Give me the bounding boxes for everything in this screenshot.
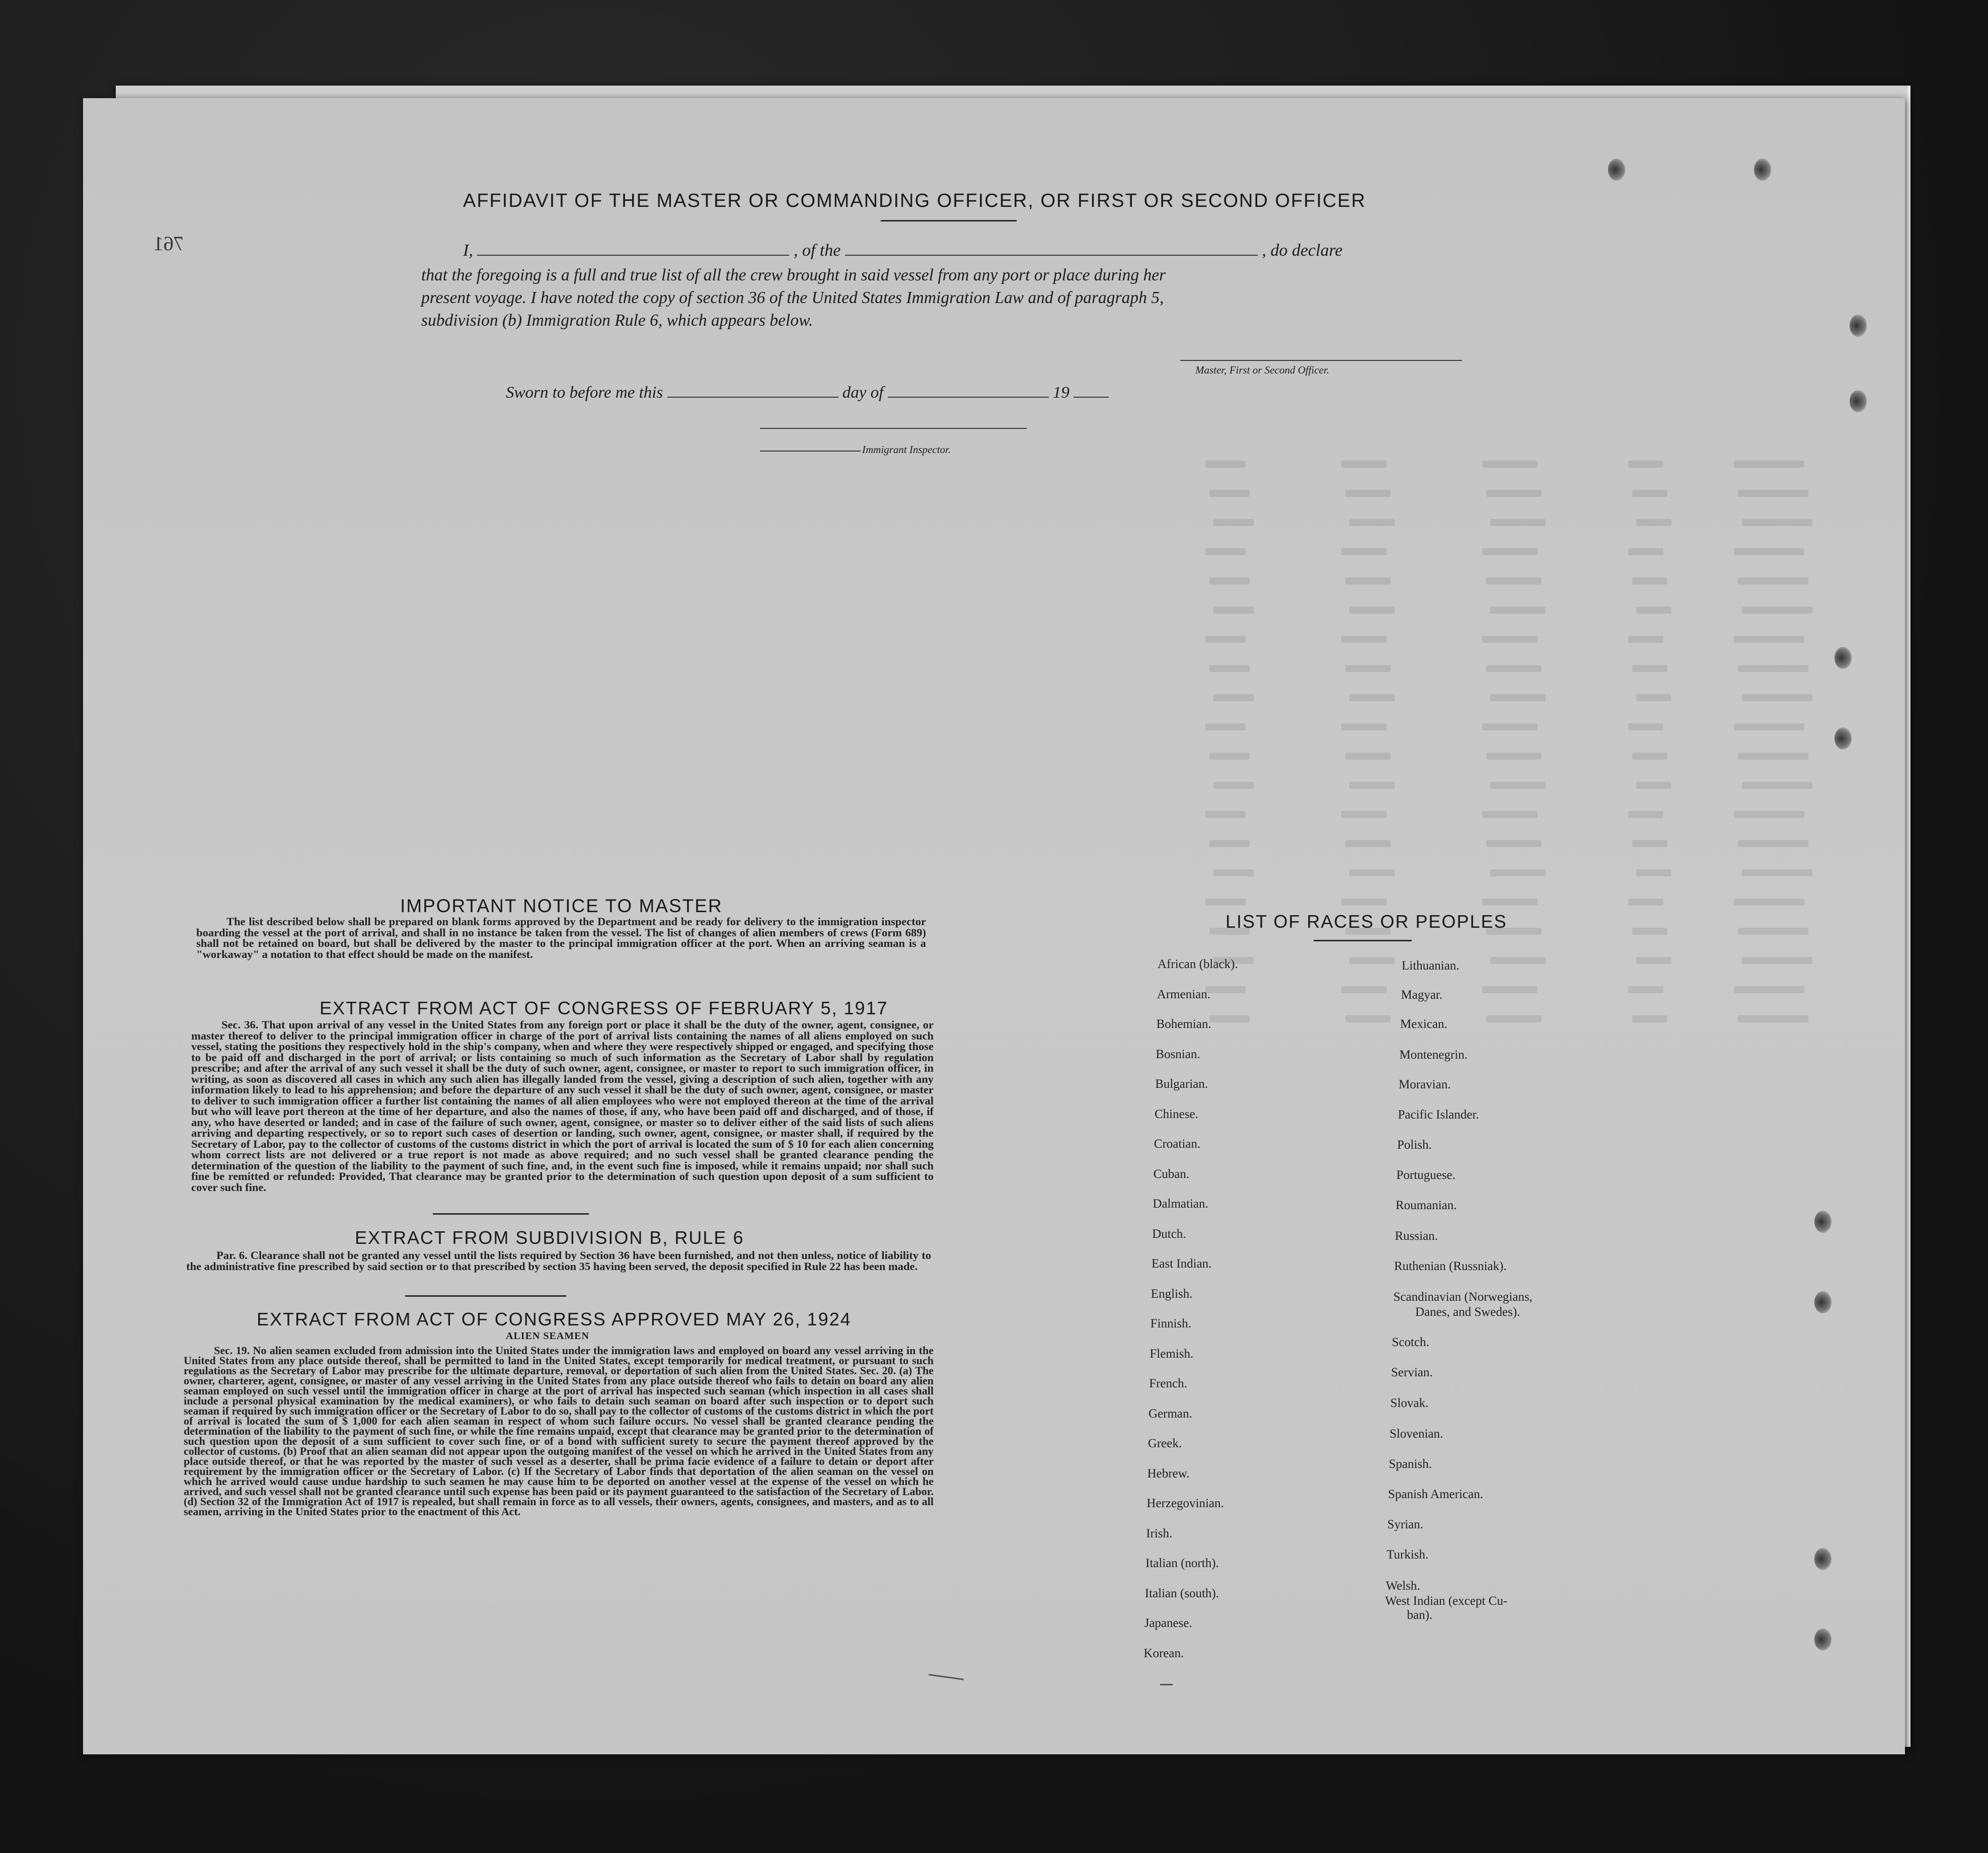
section-rule — [405, 1295, 566, 1297]
race-item: Herzegovinian. — [1146, 1497, 1224, 1510]
ghost-mark — [1486, 753, 1542, 760]
year-label: 19 — [1052, 384, 1069, 402]
race-item: Chinese. — [1155, 1107, 1198, 1121]
ghost-mark — [1209, 577, 1250, 584]
ghost-mark — [1490, 519, 1546, 526]
ghost-mark — [1486, 840, 1542, 847]
ghost-mark — [1205, 986, 1246, 993]
race-item: Moravian. — [1399, 1078, 1451, 1091]
race-item: West Indian (except Cu- — [1385, 1594, 1508, 1608]
race-item: Italian (south). — [1144, 1586, 1219, 1600]
ghost-mark — [1486, 577, 1542, 584]
ghost-mark — [1490, 957, 1546, 964]
race-item: Greek. — [1148, 1437, 1182, 1450]
ghost-mark — [1345, 840, 1391, 847]
race-item: Armenian. — [1157, 987, 1211, 1001]
ghost-mark — [1636, 607, 1671, 614]
ghost-mark — [1636, 519, 1671, 526]
ghost-mark — [1482, 899, 1538, 906]
extract-1917-text: Sec. 36. That upon arrival of any vessel in the United States from any foreign port or place it shall be the duty of the owner, agent, consignee, or master thereof to deliver to the principal immigration officer in charge of the port of arrival lists containing the names of all aliens employed on such vessel, stating the positions they respectively hold in the ship's company, when and where they were respectively shipped or engaged, and specifying those to be paid off and discharged in the port of arrival; or lists containing so much of such information as the Secretary of Labor shall by regulation prescribe; and after the arrival of any such vessel it shall be the duty of such owner, agent, consignee, or master to report to such immigration officer, in writing, as soon as discovered all cases in which any such alien has illegally landed from the vessel, giving a description of such alien, together with any information likely to lead to his apprehension; and before the departure of any such vessel it shall be the duty of such owner, agent, consignee, or master to deliver to such immigration officer a further list containing the names of all alien employees who were not employed thereon at the time of the arrival but who will leave port thereon at the time of her departure, and also the names of those, if any, who have been paid off and discharged, and of those, if any, who have deserted or landed; and in case of the failure of such owner, agent, consignee, or master so to deliver either of the said lists of such aliens arriving and departing respectively, or so to report such cases of desertion or landing, such owner, agent, consignee, or master shall, if required by the Secretary of Labor, pay to the collector of customs of the customs district in which the port of arrival is located the sum of $ 10 for each alien concerning whom correct lists are not delivered or a true report is not made as above required; and no such vessel shall be granted clearance pending the determination of the question of the liability to the payment of such fine, and, in the event such fine is imposed, while it remains unpaid; nor shall such fine be remitted or refunded: Provided, That clearance may be granted prior to the determination of such question upon deposit of a sum sufficient to cover such fine. — [191, 1018, 934, 1194]
ghost-mark — [1341, 811, 1387, 818]
race-item: Finnish. — [1150, 1317, 1191, 1330]
ghost-mark — [1482, 811, 1538, 818]
declaration-fill-line — [463, 241, 1343, 260]
smudge-mark — [929, 1674, 964, 1680]
ghost-mark — [1632, 840, 1667, 847]
ghost-mark — [1734, 636, 1804, 643]
section-rule — [433, 1213, 589, 1215]
ghost-mark — [1738, 928, 1808, 935]
ghost-mark — [1341, 899, 1387, 906]
i-label: I, — [463, 241, 473, 260]
punch-hole — [1814, 1548, 1831, 1570]
month-blank[interactable] — [888, 383, 1049, 398]
ghost-mark — [1486, 490, 1542, 497]
race-item: Slovak. — [1390, 1396, 1429, 1410]
ghost-mark — [1738, 840, 1808, 847]
ghost-mark — [1209, 840, 1250, 847]
ghost-mark — [1734, 548, 1804, 555]
race-item: Bulgarian. — [1155, 1077, 1208, 1091]
race-item: ban). — [1407, 1608, 1433, 1622]
race-item: Lithuanian. — [1402, 959, 1460, 973]
race-item: English. — [1151, 1287, 1193, 1301]
ghost-mark — [1742, 694, 1812, 701]
day-of-label: day of — [842, 384, 884, 402]
ghost-mark — [1341, 723, 1387, 730]
ghost-mark — [1209, 1015, 1250, 1022]
ghost-mark — [1628, 636, 1663, 643]
ghost-mark — [1345, 490, 1391, 497]
extract-1917-title: EXTRACT FROM ACT OF CONGRESS OF FEBRUARY 5, 1917 — [320, 998, 888, 1018]
ghost-mark — [1628, 986, 1663, 993]
race-item: Slovenian. — [1390, 1427, 1443, 1441]
ghost-mark — [1345, 665, 1391, 672]
race-item: Scandinavian (Norwegians, — [1393, 1290, 1533, 1304]
document-page — [83, 98, 1905, 1754]
race-item: Japanese. — [1144, 1616, 1192, 1630]
ghost-mark — [1734, 899, 1804, 906]
vessel-blank[interactable] — [845, 241, 1258, 256]
ghost-mark — [1742, 782, 1812, 789]
ghost-mark — [1482, 723, 1538, 730]
race-item: Turkish. — [1387, 1548, 1429, 1562]
ghost-mark — [1482, 636, 1538, 643]
extract-rule6-title: EXTRACT FROM SUBDIVISION B, RULE 6 — [355, 1227, 744, 1248]
ghost-mark — [1490, 869, 1546, 876]
ghost-mark — [1341, 636, 1387, 643]
ghost-mark — [1628, 811, 1663, 818]
ghost-mark — [1636, 694, 1671, 701]
ghost-mark — [1490, 694, 1546, 701]
ghost-mark — [1490, 782, 1546, 789]
race-item: Korean. — [1143, 1646, 1184, 1660]
ghost-mark — [1205, 723, 1246, 730]
race-item: Flemish. — [1150, 1347, 1194, 1361]
declaration-line-2: present voyage. I have noted the copy of section 36 of the United States Immigration Law and of paragraph 5, — [421, 288, 1164, 307]
race-item: Polish. — [1397, 1138, 1432, 1152]
ghost-mark — [1205, 636, 1246, 643]
ghost-mark — [1628, 723, 1663, 730]
ghost-mark — [1486, 665, 1542, 672]
punch-hole — [1850, 315, 1867, 337]
ghost-mark — [1205, 811, 1246, 818]
inspector-caption: Immigrant Inspector. — [862, 443, 951, 456]
ghost-mark — [1205, 548, 1246, 555]
ghost-mark — [1632, 1015, 1667, 1022]
day-blank[interactable] — [667, 383, 838, 398]
affidavit-title: AFFIDAVIT OF THE MASTER OR COMMANDING OFFICER, OR FIRST OR SECOND OFFICER — [463, 190, 1366, 211]
ghost-mark — [1345, 577, 1391, 584]
ghost-mark — [1628, 548, 1663, 555]
ghost-mark — [1632, 490, 1667, 497]
punch-hole — [1814, 1211, 1831, 1233]
ghost-mark — [1213, 694, 1254, 701]
race-item: Servian. — [1391, 1366, 1433, 1379]
race-item: Italian (north). — [1145, 1556, 1219, 1570]
name-blank[interactable] — [477, 241, 789, 256]
ghost-mark — [1636, 869, 1671, 876]
race-item: Hebrew. — [1147, 1466, 1190, 1480]
race-item: Welsh. — [1386, 1579, 1420, 1593]
race-item: Dutch. — [1152, 1227, 1186, 1241]
ghost-mark — [1486, 1015, 1542, 1022]
ghost-mark — [1490, 607, 1546, 614]
ghost-mark — [1482, 548, 1538, 555]
race-item: Spanish. — [1389, 1457, 1432, 1471]
race-item: African (black). — [1158, 957, 1238, 971]
ghost-mark — [1349, 694, 1395, 701]
ghost-mark — [1738, 490, 1808, 497]
ghost-mark — [1628, 899, 1663, 906]
ghost-mark — [1636, 957, 1671, 964]
race-item: Irish. — [1146, 1526, 1173, 1540]
punch-hole — [1608, 159, 1625, 181]
race-item: Croatian. — [1154, 1137, 1201, 1151]
ghost-mark — [1628, 461, 1663, 468]
ghost-mark — [1742, 519, 1812, 526]
punch-hole — [1834, 727, 1852, 750]
ghost-mark — [1209, 753, 1250, 760]
extract-1924-subtitle: ALIEN SEAMEN — [506, 1330, 589, 1342]
race-item: Pacific Islander. — [1398, 1108, 1479, 1122]
ghost-mark — [1349, 607, 1395, 614]
ghost-mark — [1209, 665, 1250, 672]
race-item: Syrian. — [1387, 1518, 1424, 1531]
race-item: Cuban. — [1153, 1167, 1190, 1181]
punch-hole — [1850, 390, 1867, 412]
title-rule — [881, 220, 1017, 221]
ghost-mark — [1482, 461, 1538, 468]
extract-1924-title: EXTRACT FROM ACT OF CONGRESS APPROVED MAY 26, 1924 — [257, 1309, 852, 1329]
extract-rule6-text: Par. 6. Clearance shall not be granted any vessel until the lists required by Section 36 have been furnished, and not then unless, notice of liability to the administrative fine prescribed by said section or to that prescribed by section 35 having been served, the deposit specified in Rule 22 has been made. — [186, 1249, 931, 1273]
race-item: Russian. — [1395, 1229, 1438, 1243]
punch-hole — [1834, 647, 1852, 669]
inspector-short-line — [760, 451, 861, 452]
ghost-mark — [1738, 577, 1808, 584]
punch-hole — [1814, 1291, 1831, 1313]
races-title: LIST OF RACES OR PEOPLES — [1226, 911, 1507, 932]
ghost-mark — [1734, 461, 1804, 468]
punch-hole — [1814, 1628, 1831, 1651]
race-item: German. — [1149, 1406, 1192, 1421]
race-item: Montenegrin. — [1399, 1048, 1468, 1062]
race-item: French. — [1149, 1377, 1187, 1390]
notice-text: The list described below shall be prepared on blank forms approved by the Department and be ready for delivery to the immigration inspector boarding the vessel at the port of arrival, and shall in no instance be taken from the vessel. The list of changes of alien members of crews (Form 689) shall not be retained on board, but shall be delivered by the master to the principal immigration officer at the port. When an arriving seaman is a "workaway" a notation to that effect should be made on the manifest. — [196, 915, 926, 960]
race-item: Portuguese. — [1396, 1168, 1456, 1182]
margin-number: 761 — [154, 232, 184, 255]
ghost-mark — [1341, 986, 1387, 993]
ghost-mark — [1341, 461, 1387, 468]
master-caption: Master, First or Second Officer. — [1195, 364, 1329, 376]
ghost-mark — [1349, 957, 1395, 964]
do-declare-label: , do declare — [1262, 241, 1343, 260]
master-signature-line[interactable] — [1180, 360, 1462, 361]
ghost-mark — [1209, 490, 1250, 497]
ghost-mark — [1632, 753, 1667, 760]
extract-1924-text: Sec. 19. No alien seamen excluded from admission into the United States under the immigration laws and employed on board any vessel arriving in the United States from any place outside thereof, shall be permitted to land in the United States, except temporarily for medical treatment, or pursuant to such regulations as the Secretary of Labor may prescribe for the ultimate departure, removal, or deportation of such alien from the United States. Sec. 20. (a) The owner, charterer, agent, consignee, or master of any vessel arriving in the United States from any place outside thereof who fails to detain on board any alien seaman employed on such vessel until the immigration officer in charge at the port of arrival has inspected such seaman (which inspection in all cases shall include a personal physical examination by the medical examiners), or who fails to detain such seaman on board after such inspection or to deport such seaman if required by such immigration officer or the Secretary of Labor to do so, shall pay to the collector of customs of the customs district in which the port of arrival is located the sum of $ 1,000 for each alien seaman in respect of whom such failure occurs. No vessel shall be granted clearance pending the determination of the liability to the payment of such fine, or while the fine remains unpaid, except that clearance may be granted prior to the determination of such question upon the deposit of a sum sufficient to cover such fine, or of a bond with sufficient surety to secure the payment thereof approved by the collector of customs. (b) Proof that an alien seaman did not appear upon the outgoing manifest of the vessel on which he arrived in the United States from any place outside thereof, or that he was reported by the master of such vessel as a deserter, shall be prima facie evidence of a failure to detain or deport after requirement by the immigration officer or the Secretary of Labor. (c) If the Secretary of Labor finds that deportation of the alien seaman on the vessel on which he arrived would cause undue hardship to such seamen he may cause him to be deported on another vessel at the expense of the vessel on which he arrived, and such vessel shall not be granted clearance until such expense has been paid or its payment guaranteed to the satisfaction of the Secretary of Labor. (d) Section 32 of the Immigration Act of 1917 is repealed, but shall remain in force as to all vessels, their owners, agents, consignees, and masters, and as to all seamen, arriving in the United States prior to the enactment of this Act. — [184, 1344, 934, 1518]
race-item: Scotch. — [1392, 1336, 1429, 1349]
race-item: Danes, and Swedes). — [1415, 1305, 1520, 1319]
race-item: Ruthenian (Russniak). — [1394, 1259, 1507, 1273]
race-item: Dalmatian. — [1153, 1197, 1208, 1211]
ghost-mark — [1341, 548, 1387, 555]
year-blank[interactable] — [1074, 383, 1109, 398]
declaration-line-1: that the foregoing is a full and true list of all the crew brought in said vessel from any port or place during her — [421, 266, 1166, 284]
ghost-mark — [1742, 957, 1812, 964]
races-title-rule — [1314, 940, 1412, 941]
ghost-mark — [1349, 519, 1395, 526]
ghost-mark — [1349, 782, 1395, 789]
race-item: Magyar. — [1401, 988, 1443, 1002]
ghost-mark — [1738, 1015, 1808, 1022]
ghost-mark — [1345, 1015, 1391, 1022]
ghost-mark — [1738, 665, 1808, 672]
ghost-mark — [1742, 607, 1812, 614]
ghost-mark — [1213, 607, 1254, 614]
ghost-mark — [1632, 577, 1667, 584]
ghost-mark — [1636, 782, 1671, 789]
ghost-mark — [1349, 869, 1395, 876]
ghost-mark — [1205, 461, 1246, 468]
race-item: Bosnian. — [1156, 1047, 1200, 1061]
race-item: Mexican. — [1400, 1017, 1447, 1031]
ghost-mark — [1632, 665, 1667, 672]
ghost-mark — [1734, 723, 1804, 730]
smudge-mark — [1160, 1684, 1173, 1685]
ghost-mark — [1742, 869, 1812, 876]
declaration-line-3: subdivision (b) Immigration Rule 6, which appears below. — [421, 311, 813, 330]
ghost-mark — [1738, 753, 1808, 760]
of-the-label: , of the — [793, 241, 841, 260]
ghost-mark — [1734, 986, 1804, 993]
sworn-label: Sworn to before me this — [506, 384, 663, 402]
race-item: Roumanian. — [1396, 1199, 1457, 1212]
ghost-mark — [1734, 811, 1804, 818]
ghost-mark — [1632, 928, 1667, 935]
ghost-mark — [1213, 869, 1254, 876]
sworn-line — [506, 383, 1109, 402]
notice-title: IMPORTANT NOTICE TO MASTER — [400, 896, 723, 916]
race-item: Bohemian. — [1156, 1017, 1211, 1031]
ghost-mark — [1345, 753, 1391, 760]
ghost-mark — [1213, 519, 1254, 526]
punch-hole — [1754, 159, 1771, 181]
race-item: East Indian. — [1152, 1257, 1212, 1271]
inspector-signature-line[interactable] — [760, 428, 1027, 429]
ghost-mark — [1213, 782, 1254, 789]
ghost-mark — [1482, 986, 1538, 993]
race-item: Spanish American. — [1388, 1488, 1483, 1501]
ghost-mark — [1205, 899, 1246, 906]
